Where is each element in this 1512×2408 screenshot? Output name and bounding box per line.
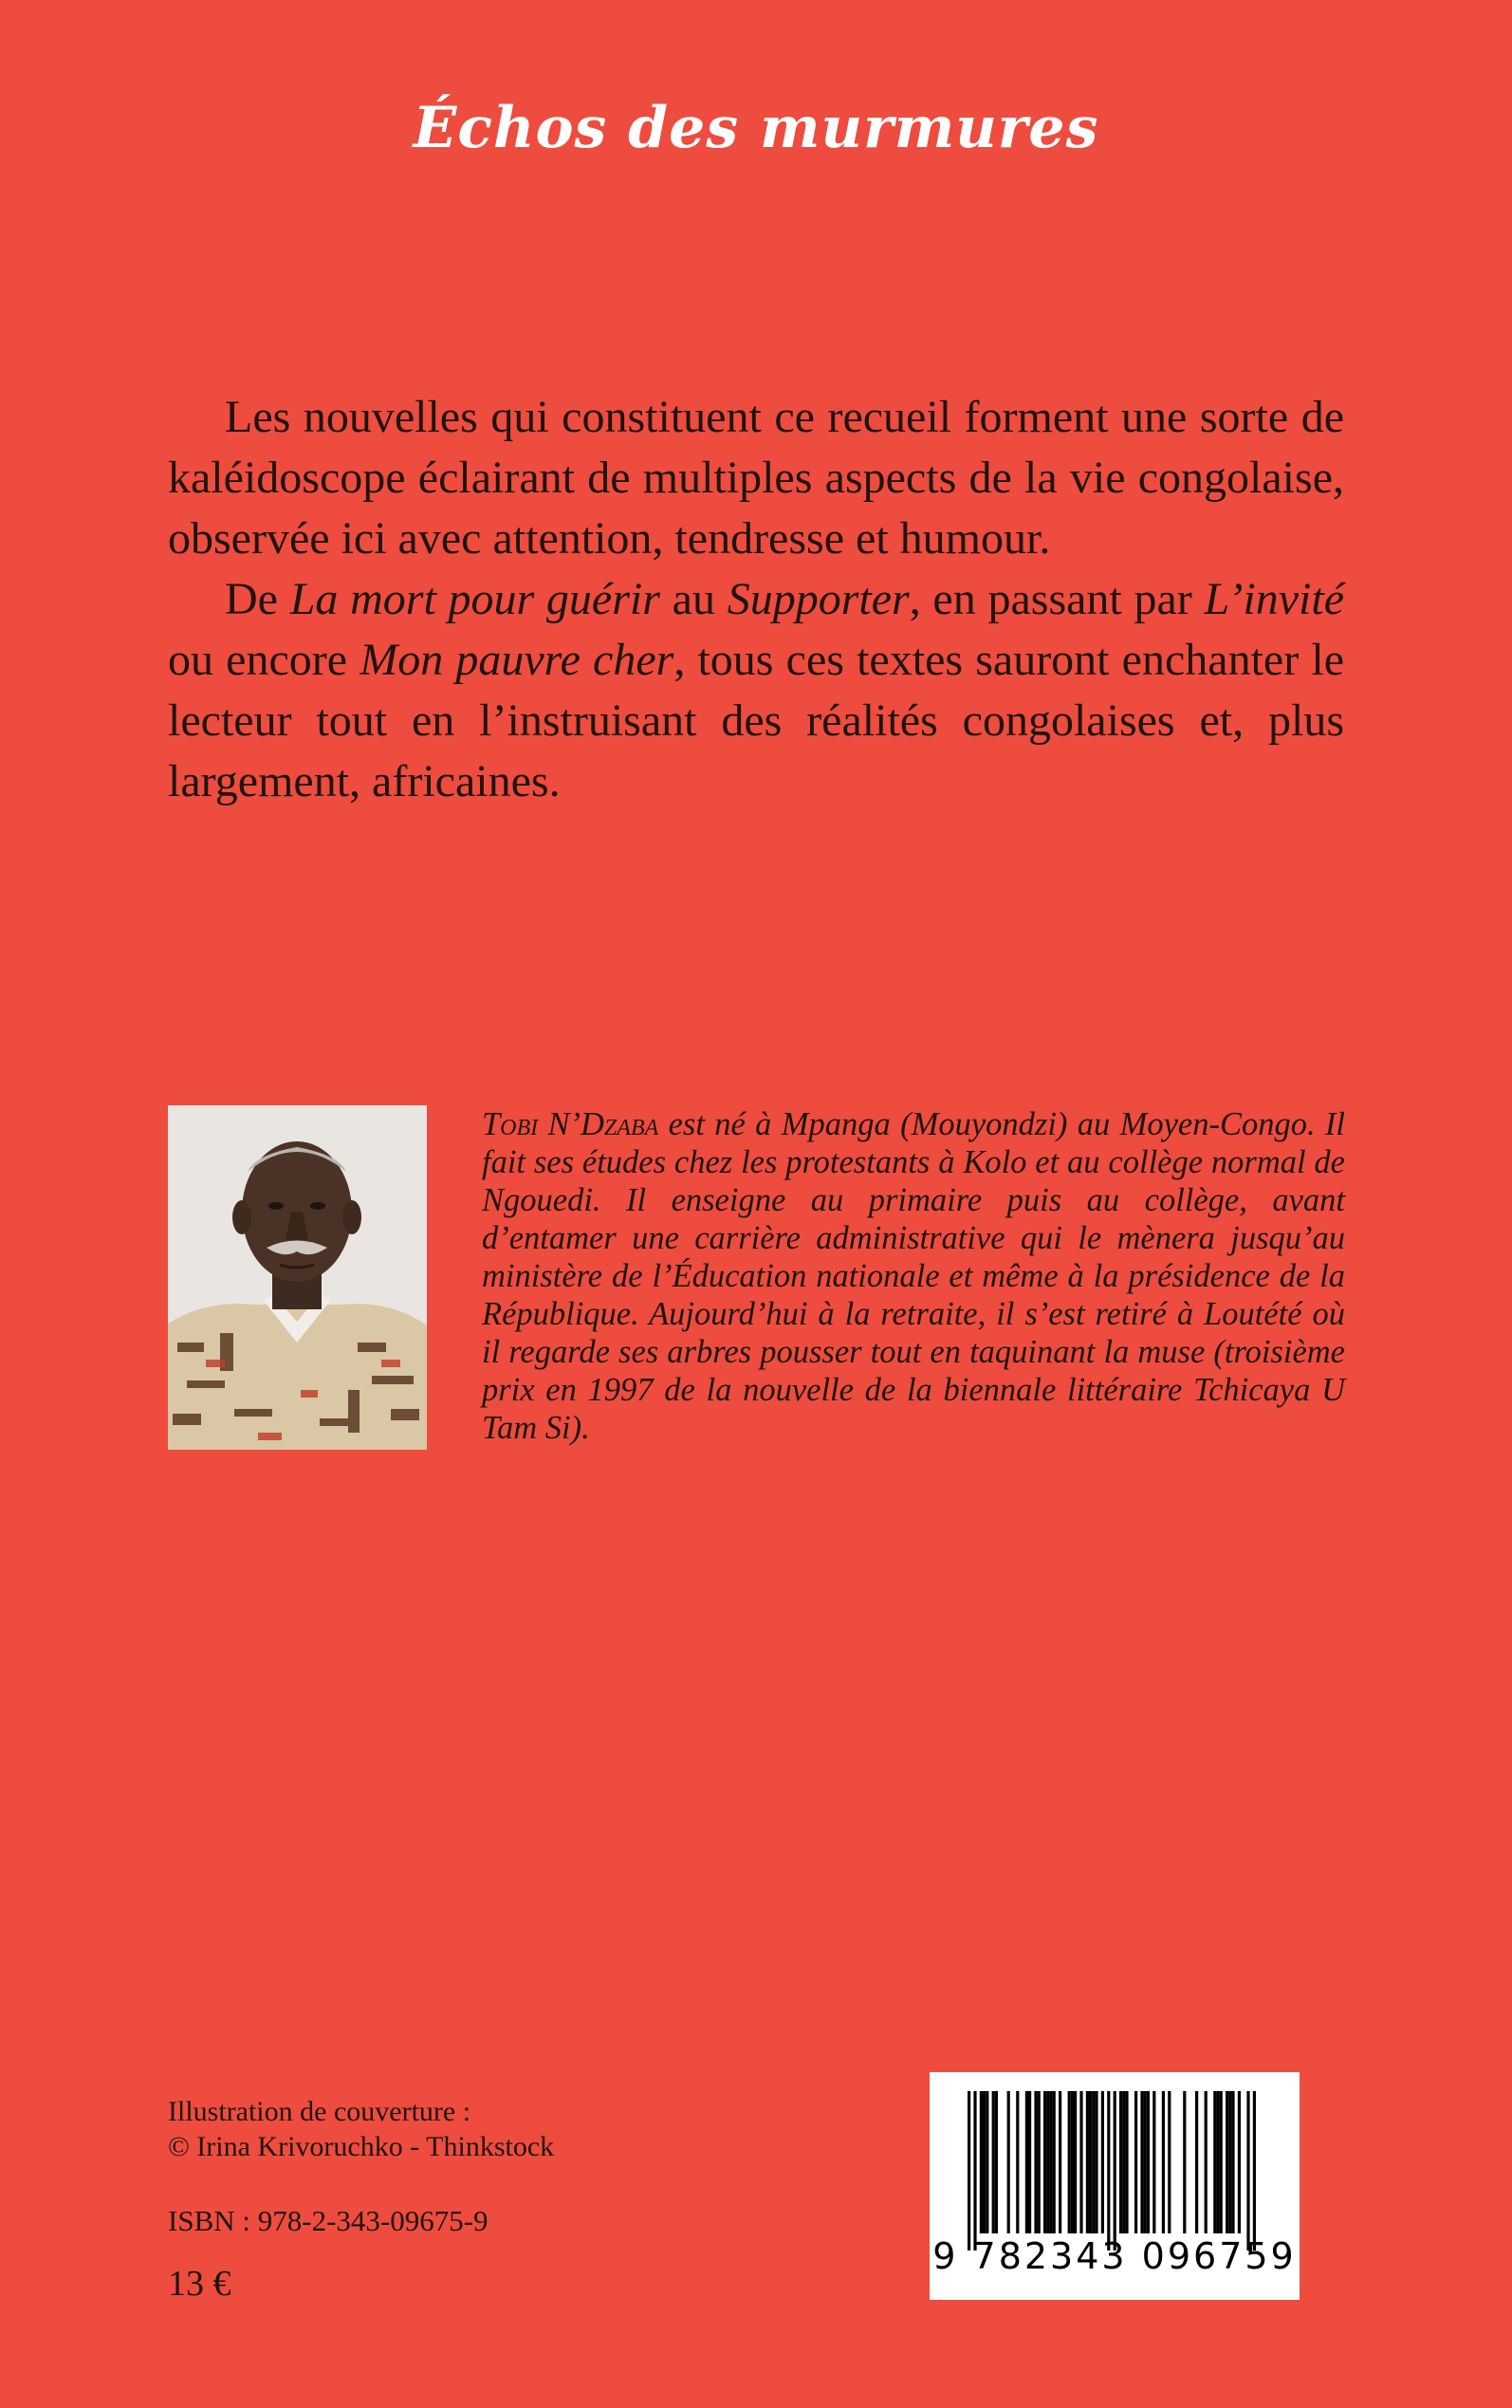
barcode-bar — [1216, 2091, 1219, 2233]
story-title-3: L’invité — [1204, 574, 1345, 624]
author-bio-text: est né à Mpanga (Mouyondzi) au Moyen-Congo. Il fait ses études chez les protestants à Kolo et au collège normal de Ngouedi. Il enseigne au primaire puis au collège, avant d’entamer une carrière administrative qui le mènera jusqu’au ministère de l’Éducation nationale et même à la présidence de la République. Aujourd’hui à la retraite, il s’est retiré à Loutété où il regarde ses arbres pousser tout en taquinant la muse (troisième prix en 1997 de la nouvelle de la biennale littéraire Tchicaya U Tam Si). — [482, 1106, 1345, 1446]
barcode-bar — [968, 2091, 970, 2251]
barcode-bar — [1231, 2091, 1234, 2233]
barcode-bar — [992, 2091, 995, 2233]
barcode-bar — [1226, 2091, 1228, 2233]
barcode-bar — [1125, 2091, 1128, 2233]
barcode-bar — [1114, 2091, 1116, 2251]
story-title-1: La mort pour guérir — [289, 574, 660, 624]
barcode-bar — [1122, 2091, 1125, 2233]
book-title: Échos des murmures — [413, 95, 1099, 161]
barcode-bar — [1071, 2091, 1074, 2233]
barcode-bar — [1086, 2091, 1089, 2233]
author-photo — [168, 1105, 427, 1450]
barcode-bar — [1144, 2091, 1147, 2233]
credits-line-2: © Irina Krivoruchko - Thinkstock — [168, 2131, 555, 2162]
credits-line-1: Illustration de couverture : — [168, 2096, 471, 2127]
barcode-bar — [973, 2091, 976, 2251]
barcode-bar — [1074, 2091, 1077, 2233]
price: 13 € — [168, 2264, 231, 2304]
summary-text: ou encore — [168, 635, 360, 685]
barcode-bar — [1107, 2091, 1110, 2251]
barcode-bar — [1025, 2091, 1028, 2233]
summary-paragraph-2 — [168, 569, 1344, 812]
barcode-bar — [1092, 2091, 1095, 2233]
summary-text: au — [659, 574, 728, 624]
barcode-bar — [1246, 2091, 1249, 2251]
barcode-bar — [1068, 2091, 1071, 2233]
barcode-bar — [1162, 2091, 1165, 2233]
summary-text: De — [225, 574, 290, 624]
summary-text: , en passant par — [909, 574, 1205, 624]
barcode-bar — [1079, 2091, 1082, 2233]
barcode-bar — [1101, 2091, 1104, 2233]
barcode-bar — [1238, 2091, 1241, 2233]
barcode-bar — [1034, 2091, 1037, 2233]
barcode-bar — [1140, 2091, 1143, 2233]
barcode-bar — [1220, 2091, 1223, 2233]
barcode-bar — [1183, 2091, 1186, 2233]
summary-text: , tous ces textes sauront enchanter le lecteur tout en l’instruisant des réalités congolaises et, plus largement, africaines. — [168, 635, 1344, 806]
barcode-bar — [1007, 2091, 1010, 2233]
barcode-digits: 9 782343 096759 — [932, 2235, 1297, 2277]
barcode-bar — [1046, 2091, 1049, 2233]
barcode-bar — [1253, 2091, 1256, 2251]
barcode-bar — [1043, 2091, 1046, 2233]
barcode-bar — [1195, 2091, 1198, 2233]
barcode-bar — [1228, 2091, 1231, 2233]
barcode-bar — [1168, 2091, 1171, 2233]
barcode-bar — [1205, 2091, 1208, 2233]
barcode-bar — [986, 2091, 988, 2233]
barcode-bar — [1134, 2091, 1137, 2233]
barcode-bar — [1028, 2091, 1031, 2233]
story-title-4: Mon pauvre cher — [360, 635, 674, 685]
isbn: ISBN : 978-2-343-09675-9 — [168, 2204, 489, 2237]
cover-credits — [168, 2094, 554, 2164]
barcode-bar — [1049, 2091, 1052, 2233]
book-summary — [168, 387, 1344, 812]
barcode-bar — [995, 2091, 998, 2233]
barcode — [930, 2072, 1300, 2300]
barcode-bar — [1119, 2091, 1122, 2233]
barcode-bar — [980, 2091, 983, 2233]
barcode-bar — [1213, 2091, 1216, 2233]
author-bio — [482, 1105, 1345, 1447]
summary-paragraph-1: Les nouvelles qui constituent ce recueil forment une sorte de kaléidoscope éclairant de multiples aspects de la vie congolaise, observée ici avec attention, tendresse et humour. — [168, 392, 1344, 564]
barcode-bar — [1147, 2091, 1150, 2233]
barcode-bar — [983, 2091, 986, 2233]
barcode-bar — [1016, 2091, 1019, 2233]
story-title-2: Supporter — [727, 574, 910, 624]
barcode-bar — [1059, 2091, 1061, 2233]
barcode-bar — [1152, 2091, 1155, 2233]
barcode-bar — [1038, 2091, 1041, 2233]
barcode-bar — [1053, 2091, 1056, 2233]
author-name: Tobi N’Dzaba — [482, 1106, 659, 1142]
barcode-bar — [1095, 2091, 1097, 2233]
barcode-bar — [1089, 2091, 1092, 2233]
